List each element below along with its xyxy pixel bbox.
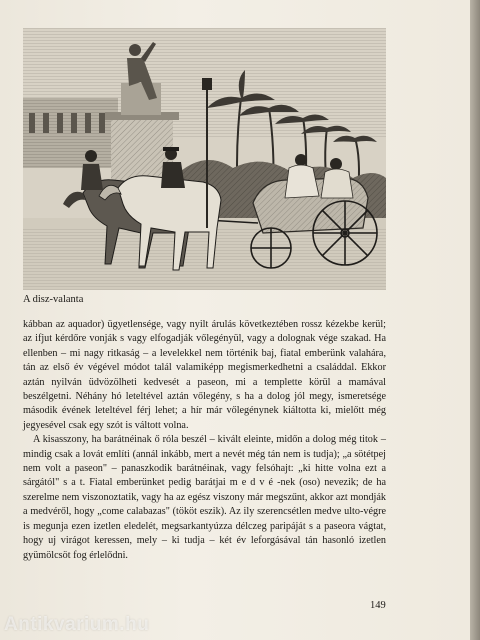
carriage-engraving (23, 28, 386, 290)
paragraph-2: A kisasszony, ha barátnéinak ő róla beszél – kivált eleinte, midőn a dolog még titok – mindig csak a lovát említi (annál inkább, mert a nevét még tán nem is tudja); „a sötétpej nem volt a paseon" – panaszkodik barátnéinak, vagy felsóhajt: „ki hitte volna ezt a sárgától" s a t. Fiatal emberünket pedig barátjai m e d v é -nek (oso) nevezik; de ha szerelme nem viszonoztatik, vagy ha az egész viszony már megszűnt, akkor azt mondják a medvéről, hogy „come calabazas" (tököt eszik). Az ily szerencsétlen medve ulto-végre is megunja ezen izetlen eledelét, megsarkantyúzza délczeg paripáját s a paseora vágtat, hogy uj virágot keressen, mely – ki tudja – két év leforgásával tán hasonló izetlen gyümölcsöt fog érlelődni. (23, 434, 386, 561)
watermark: Antikvarium.hu (4, 614, 150, 635)
engraving-illustration (23, 28, 386, 290)
body-text (23, 318, 386, 563)
page-number: 149 (370, 600, 386, 611)
figure-caption: A disz-valanta (23, 294, 84, 305)
book-page-edge (470, 0, 480, 640)
paragraph-1: kábban az aquador) ügyetlensége, vagy nyilt árulás következtében rossz kézekbe kerül; az ifjut kérdőre vonják s vagy elfogadják vőlegényül, vagy a dolognak vége szakad. Ha ellenben – mi nagy ritkaság – a levelekkel nem történik baj, fiatal emberünk valahára, tán az első év végével módot talál valamiképp megismerkedhetni a családdal. Ekkor aztán nyilván üdvözölheti kedvesét a paseon, mi a templette körül a mamával beszélgetni. Néhány hó leteltével aztán vőlegény, s ha a dolog jól megy, ismeretsége második évének leteltével férj lehet; a hír már vőlegénynek kiáltotta ki, mielőtt még jegyesével csak egy szót is váltott volna. (23, 319, 386, 431)
